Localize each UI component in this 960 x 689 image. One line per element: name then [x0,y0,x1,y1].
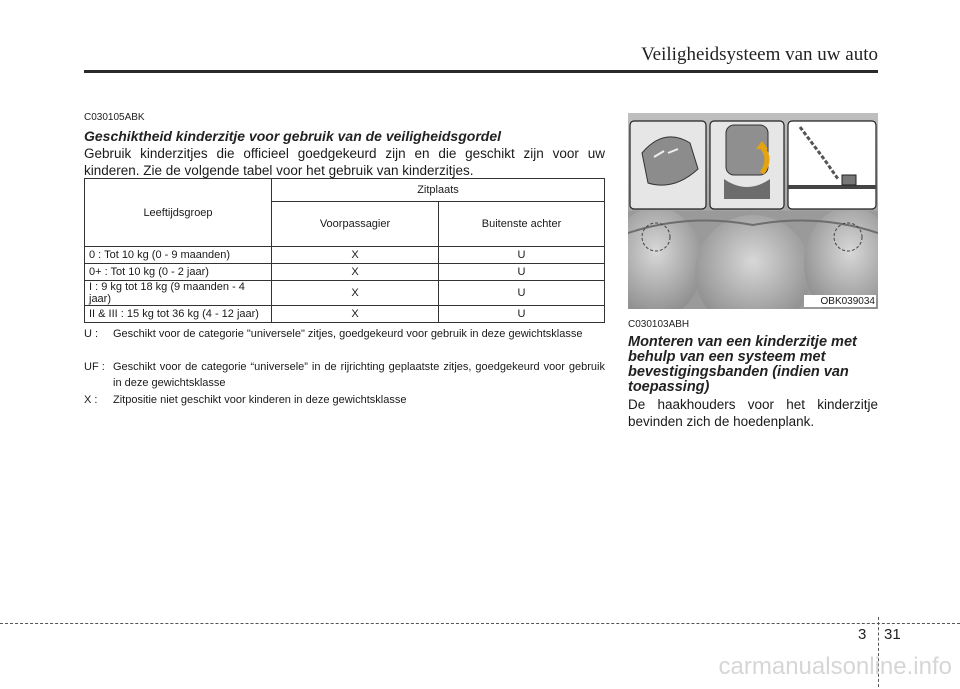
legend-text: Geschikt voor de categorie "universele" zitjes, goedgekeurd voor gebruik in deze gewichtsklasse [113,328,583,340]
legend-text: Zitpositie niet geschikt voor kinderen in deze gewichtsklasse [113,394,407,406]
legend-note-u [84,326,605,342]
table-row [85,306,605,323]
table-row [85,264,605,281]
section-heading-left: Geschiktheid kinderzitje voor gebruik van de veiligheidsgordel [84,128,501,144]
table-row [85,281,605,306]
page-header-title: Veiligheidsysteem van uw auto [641,44,878,65]
legend-note-uf [84,359,605,391]
section-heading-right: Monteren van een kinderzitje met behulp van een systeem met bevestigingsbanden (indien van toepassing) [628,334,857,395]
legend-text: Geschikt voor de categorie “universele” in de rijrichting geplaatste zitjes, goedgekeurd voor gebruik in deze gewichtsklasse [113,361,605,389]
inset-panel [788,121,876,209]
cell-group: I : 9 kg tot 18 kg (9 maanden - 4 jaar) [85,281,272,306]
tether-anchor-illustration [628,113,878,309]
watermark: carmanualsonline.info [718,653,952,680]
legend-key: UF : [84,361,105,373]
cell-buiten: U [439,264,605,281]
page-number: 31 [884,626,901,643]
intro-paragraph: Gebruik kinderzitjes die officieel goedgekeurd zijn en die geschikt zijn voor uw kinderen. Zie de volgende tabel voor het gebruik van kinderzitjes. [84,146,605,178]
cell-voor: X [272,247,439,264]
image-reference-label: OBK039034 [820,296,875,307]
footer-dashed-rule [0,623,960,624]
header-rule [84,70,878,73]
cell-group: II & III : 15 kg tot 36 kg (4 - 12 jaar) [85,306,272,323]
child-seat-table [84,178,605,323]
cell-group: 0 : Tot 10 kg (0 - 9 maanden) [85,247,272,264]
chapter-number: 3 [858,626,867,643]
cell-buiten: U [439,247,605,264]
cell-voor: X [272,264,439,281]
header-voorpassagier: Voorpassagier [272,202,439,247]
header-buitenste-achter: Buitenste achter [439,202,605,247]
header-leeftijdsgroep: Leeftijdsgroep [85,179,272,247]
cell-group: 0+ : Tot 10 kg (0 - 2 jaar) [85,264,272,281]
section-code-right: C030103ABH [628,319,690,330]
legend-key: X : [84,394,98,406]
cell-buiten: U [439,281,605,306]
inset-panel [630,121,706,209]
right-paragraph: De haakhouders voor het kinderzitje bevinden zich de hoedenplank. [628,397,878,429]
section-code-left: C030105ABK [84,112,145,123]
cell-buiten: U [439,306,605,323]
table-row [85,247,605,264]
cell-voor: X [272,281,439,306]
inset-panel [710,121,784,209]
header-zitplaats: Zitplaats [272,179,605,202]
legend-note-x [84,392,605,408]
cell-voor: X [272,306,439,323]
legend-key: U : [84,328,99,340]
